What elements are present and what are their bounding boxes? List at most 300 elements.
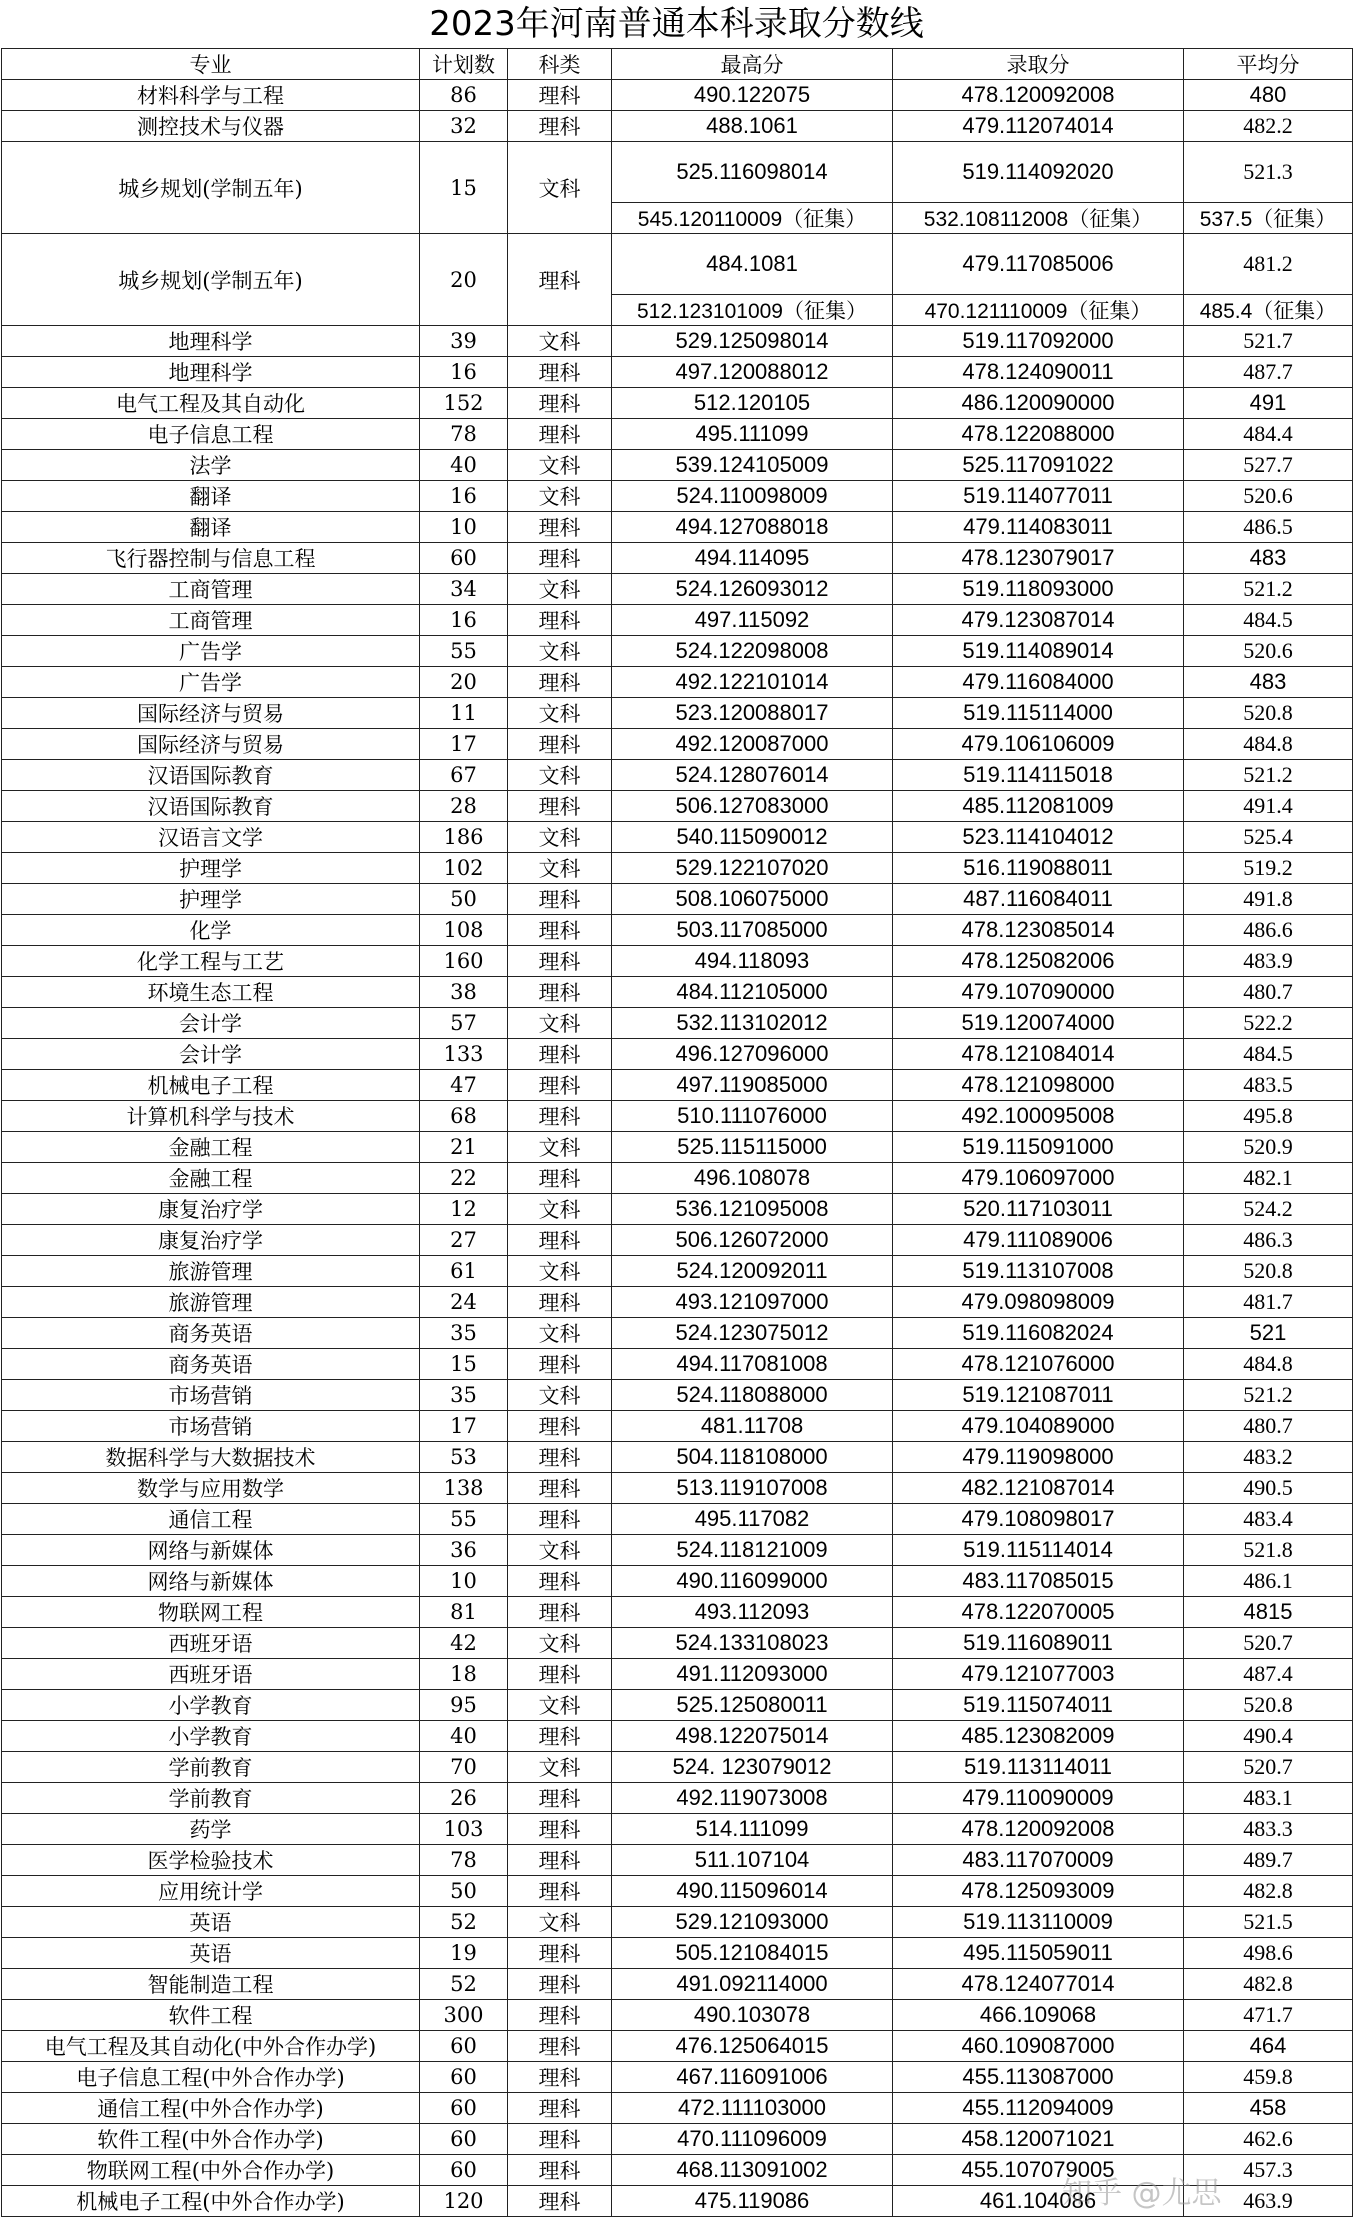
- cell-major: 小学教育: [2, 1721, 420, 1752]
- cell-subject: 理科: [508, 234, 612, 326]
- cell-major: 商务英语: [2, 1318, 420, 1349]
- cell-max: 468.113091002: [612, 2155, 893, 2186]
- cell-min: 519.120074000: [893, 1008, 1184, 1039]
- cell-major: 机械电子工程(中外合作办学): [2, 2186, 420, 2217]
- cell-major: 市场营销: [2, 1411, 420, 1442]
- cell-max: 497.119085000: [612, 1070, 893, 1101]
- cell-plan: 55: [420, 636, 508, 667]
- cell-max: 508.106075000: [612, 884, 893, 915]
- cell-avg: 520.9: [1184, 1132, 1353, 1163]
- header-major: 专业: [2, 49, 420, 80]
- cell-max: 524.133108023: [612, 1628, 893, 1659]
- table-row: [2, 1349, 1353, 1380]
- cell-subject: 理科: [508, 915, 612, 946]
- table-row: [2, 605, 1353, 636]
- cell-max: 494.118093: [612, 946, 893, 977]
- cell-avg: 491.8: [1184, 884, 1353, 915]
- cell-subject: 理科: [508, 1566, 612, 1597]
- cell-max: 490.103078: [612, 2000, 893, 2031]
- cell-max: 481.11708: [612, 1411, 893, 1442]
- cell-min: 519.114092020: [893, 142, 1184, 203]
- cell-major: 护理学: [2, 884, 420, 915]
- cell-subject: 理科: [508, 2186, 612, 2217]
- cell-subject: 理科: [508, 1225, 612, 1256]
- cell-avg: 489.7: [1184, 1845, 1353, 1876]
- table-row: [2, 1876, 1353, 1907]
- cell-max: 490.122075: [612, 80, 893, 111]
- cell-plan: 36: [420, 1535, 508, 1566]
- cell-plan: 40: [420, 450, 508, 481]
- table-row: [2, 1752, 1353, 1783]
- cell-subject: 理科: [508, 946, 612, 977]
- cell-min: 519.115074011: [893, 1690, 1184, 1721]
- cell-avg: 487.4: [1184, 1659, 1353, 1690]
- cell-major: 电子信息工程: [2, 419, 420, 450]
- cell-max-extra: 545.120110009（征集）: [612, 203, 893, 234]
- cell-avg: 521.2: [1184, 574, 1353, 605]
- table-row: [2, 1473, 1353, 1504]
- cell-plan: 26: [420, 1783, 508, 1814]
- cell-avg: 486.1: [1184, 1566, 1353, 1597]
- table-row: [2, 142, 1353, 203]
- cell-subject: 文科: [508, 1628, 612, 1659]
- cell-subject: 理科: [508, 80, 612, 111]
- cell-min: 483.117085015: [893, 1566, 1184, 1597]
- cell-subject: 文科: [508, 1907, 612, 1938]
- cell-subject: 理科: [508, 419, 612, 450]
- cell-plan: 120: [420, 2186, 508, 2217]
- cell-avg: 471.7: [1184, 2000, 1353, 2031]
- cell-min: 479.106106009: [893, 729, 1184, 760]
- table-row: [2, 1442, 1353, 1473]
- cell-avg: 520.6: [1184, 481, 1353, 512]
- cell-avg: 491: [1184, 388, 1353, 419]
- cell-major: 国际经济与贸易: [2, 698, 420, 729]
- cell-plan: 57: [420, 1008, 508, 1039]
- cell-major: 应用统计学: [2, 1876, 420, 1907]
- cell-major: 通信工程: [2, 1504, 420, 1535]
- cell-min: 479.114083011: [893, 512, 1184, 543]
- cell-min: 479.116084000: [893, 667, 1184, 698]
- cell-max: 493.121097000: [612, 1287, 893, 1318]
- cell-avg: 521.2: [1184, 760, 1353, 791]
- cell-plan: 27: [420, 1225, 508, 1256]
- cell-avg: 520.8: [1184, 698, 1353, 729]
- cell-min: 519.121087011: [893, 1380, 1184, 1411]
- cell-max: 476.125064015: [612, 2031, 893, 2062]
- cell-min: 519.114077011: [893, 481, 1184, 512]
- cell-subject: 理科: [508, 1845, 612, 1876]
- cell-avg: 490.4: [1184, 1721, 1353, 1752]
- cell-major: 电子信息工程(中外合作办学): [2, 2062, 420, 2093]
- cell-max: 494.114095: [612, 543, 893, 574]
- table-row: [2, 1256, 1353, 1287]
- cell-plan: 78: [420, 419, 508, 450]
- table-row: [2, 667, 1353, 698]
- cell-max: 525.115115000: [612, 1132, 893, 1163]
- cell-plan: 19: [420, 1938, 508, 1969]
- cell-subject: 理科: [508, 791, 612, 822]
- table-row: [2, 543, 1353, 574]
- cell-subject: 理科: [508, 2155, 612, 2186]
- table-row: [2, 1814, 1353, 1845]
- cell-max: 494.117081008: [612, 1349, 893, 1380]
- cell-plan: 52: [420, 1907, 508, 1938]
- cell-subject: 理科: [508, 2031, 612, 2062]
- cell-max: 514.111099: [612, 1814, 893, 1845]
- table-row: [2, 1380, 1353, 1411]
- cell-min: 485.123082009: [893, 1721, 1184, 1752]
- cell-major: 数学与应用数学: [2, 1473, 420, 1504]
- cell-plan: 22: [420, 1163, 508, 1194]
- table-row: [2, 1659, 1353, 1690]
- cell-major: 会计学: [2, 1008, 420, 1039]
- cell-plan: 68: [420, 1101, 508, 1132]
- cell-major: 环境生态工程: [2, 977, 420, 1008]
- cell-subject: 文科: [508, 636, 612, 667]
- cell-major: 护理学: [2, 853, 420, 884]
- cell-subject: 文科: [508, 574, 612, 605]
- cell-subject: 文科: [508, 450, 612, 481]
- cell-plan: 60: [420, 2031, 508, 2062]
- cell-avg: 482.8: [1184, 1876, 1353, 1907]
- cell-max: 529.121093000: [612, 1907, 893, 1938]
- table-row: [2, 1535, 1353, 1566]
- cell-min: 479.106097000: [893, 1163, 1184, 1194]
- cell-plan: 186: [420, 822, 508, 853]
- cell-major: 汉语国际教育: [2, 791, 420, 822]
- cell-min: 478.122070005: [893, 1597, 1184, 1628]
- table-row: [2, 357, 1353, 388]
- cell-max: 523.120088017: [612, 698, 893, 729]
- cell-major: 城乡规划(学制五年): [2, 234, 420, 326]
- cell-max: 536.121095008: [612, 1194, 893, 1225]
- cell-min: 479.111089006: [893, 1225, 1184, 1256]
- cell-max: 524.123075012: [612, 1318, 893, 1349]
- table-row: [2, 1287, 1353, 1318]
- cell-max: 505.121084015: [612, 1938, 893, 1969]
- table-row: [2, 729, 1353, 760]
- cell-major: 翻译: [2, 481, 420, 512]
- cell-major: 广告学: [2, 636, 420, 667]
- cell-max: 532.113102012: [612, 1008, 893, 1039]
- cell-major: 网络与新媒体: [2, 1566, 420, 1597]
- cell-avg: 521: [1184, 1318, 1353, 1349]
- cell-subject: 理科: [508, 605, 612, 636]
- cell-avg: 520.7: [1184, 1752, 1353, 1783]
- cell-major: 地理科学: [2, 326, 420, 357]
- cell-min: 519.116089011: [893, 1628, 1184, 1659]
- cell-plan: 20: [420, 667, 508, 698]
- cell-avg: 483.1: [1184, 1783, 1353, 1814]
- cell-major: 商务英语: [2, 1349, 420, 1380]
- cell-min: 478.123079017: [893, 543, 1184, 574]
- cell-avg: 521.3: [1184, 142, 1353, 203]
- cell-major: 物联网工程(中外合作办学): [2, 2155, 420, 2186]
- cell-major: 英语: [2, 1907, 420, 1938]
- cell-min: 479.123087014: [893, 605, 1184, 636]
- table-row: [2, 946, 1353, 977]
- cell-plan: 18: [420, 1659, 508, 1690]
- table-row: [2, 1969, 1353, 2000]
- cell-avg: 521.5: [1184, 1907, 1353, 1938]
- cell-plan: 78: [420, 1845, 508, 1876]
- cell-plan: 52: [420, 1969, 508, 2000]
- cell-subject: 理科: [508, 1287, 612, 1318]
- cell-major: 工商管理: [2, 605, 420, 636]
- cell-major: 通信工程(中外合作办学): [2, 2093, 420, 2124]
- cell-min: 478.121084014: [893, 1039, 1184, 1070]
- table-row: [2, 1225, 1353, 1256]
- cell-plan: 34: [420, 574, 508, 605]
- cell-subject: 文科: [508, 1132, 612, 1163]
- cell-avg: 459.8: [1184, 2062, 1353, 2093]
- cell-subject: 理科: [508, 1814, 612, 1845]
- cell-plan: 50: [420, 884, 508, 915]
- table-row: [2, 977, 1353, 1008]
- cell-avg: 486.6: [1184, 915, 1353, 946]
- cell-max: 496.108078: [612, 1163, 893, 1194]
- cell-major: 小学教育: [2, 1690, 420, 1721]
- table-row: [2, 1566, 1353, 1597]
- cell-major: 会计学: [2, 1039, 420, 1070]
- watermark: 知乎 @尤思: [1062, 2176, 1222, 2211]
- cell-plan: 47: [420, 1070, 508, 1101]
- cell-max: 472.111103000: [612, 2093, 893, 2124]
- cell-min: 487.116084011: [893, 884, 1184, 915]
- cell-subject: 理科: [508, 977, 612, 1008]
- table-row: [2, 1504, 1353, 1535]
- cell-plan: 35: [420, 1318, 508, 1349]
- cell-max: 490.115096014: [612, 1876, 893, 1907]
- cell-min: 478.121098000: [893, 1070, 1184, 1101]
- cell-major: 电气工程及其自动化(中外合作办学): [2, 2031, 420, 2062]
- cell-min: 516.119088011: [893, 853, 1184, 884]
- cell-max: 503.117085000: [612, 915, 893, 946]
- cell-major: 智能制造工程: [2, 1969, 420, 2000]
- cell-subject: 理科: [508, 1938, 612, 1969]
- cell-max: 492.120087000: [612, 729, 893, 760]
- cell-min: 519.114089014: [893, 636, 1184, 667]
- cell-min: 483.117070009: [893, 1845, 1184, 1876]
- cell-min-extra: 470.121110009（征集）: [893, 295, 1184, 326]
- cell-max: 510.111076000: [612, 1101, 893, 1132]
- cell-major: 汉语言文学: [2, 822, 420, 853]
- table-row: [2, 1194, 1353, 1225]
- cell-plan: 60: [420, 2093, 508, 2124]
- table-row: [2, 1597, 1353, 1628]
- header-plan: 计划数: [420, 49, 508, 80]
- cell-avg: 480.7: [1184, 1411, 1353, 1442]
- table-row: [2, 2000, 1353, 2031]
- cell-min: 523.114104012: [893, 822, 1184, 853]
- cell-major: 金融工程: [2, 1163, 420, 1194]
- table-row: [2, 450, 1353, 481]
- cell-avg: 480: [1184, 80, 1353, 111]
- cell-avg: 464: [1184, 2031, 1353, 2062]
- cell-plan: 86: [420, 80, 508, 111]
- cell-major: 软件工程: [2, 2000, 420, 2031]
- cell-major: 网络与新媒体: [2, 1535, 420, 1566]
- cell-max: 506.126072000: [612, 1225, 893, 1256]
- table-row: [2, 388, 1353, 419]
- cell-plan: 60: [420, 2155, 508, 2186]
- table-row: [2, 822, 1353, 853]
- cell-min: 455.112094009: [893, 2093, 1184, 2124]
- table-row: [2, 1690, 1353, 1721]
- cell-subject: 理科: [508, 388, 612, 419]
- cell-min: 478.125082006: [893, 946, 1184, 977]
- cell-subject: 理科: [508, 1504, 612, 1535]
- cell-max: 491.112093000: [612, 1659, 893, 1690]
- cell-avg: 491.4: [1184, 791, 1353, 822]
- cell-min: 479.107090000: [893, 977, 1184, 1008]
- cell-min: 519.118093000: [893, 574, 1184, 605]
- cell-subject: 文科: [508, 1194, 612, 1225]
- cell-max: 540.115090012: [612, 822, 893, 853]
- table-row: [2, 636, 1353, 667]
- cell-major: 市场营销: [2, 1380, 420, 1411]
- cell-min: 478.121076000: [893, 1349, 1184, 1380]
- cell-plan: 10: [420, 1566, 508, 1597]
- cell-plan: 17: [420, 1411, 508, 1442]
- cell-subject: 理科: [508, 1721, 612, 1752]
- cell-min: 478.124077014: [893, 1969, 1184, 2000]
- cell-subject: 理科: [508, 111, 612, 142]
- cell-max: 495.117082: [612, 1504, 893, 1535]
- cell-min: 455.107079005: [893, 2155, 1184, 2186]
- cell-plan: 24: [420, 1287, 508, 1318]
- cell-max: 484.1081: [612, 234, 893, 295]
- cell-avg: 463.9: [1184, 2186, 1353, 2217]
- cell-avg: 483: [1184, 543, 1353, 574]
- table-row: [2, 884, 1353, 915]
- cell-subject: 理科: [508, 2062, 612, 2093]
- cell-max: 524.118121009: [612, 1535, 893, 1566]
- cell-major: 康复治疗学: [2, 1225, 420, 1256]
- cell-max: 524.118088000: [612, 1380, 893, 1411]
- cell-subject: 理科: [508, 1876, 612, 1907]
- cell-max: 484.112105000: [612, 977, 893, 1008]
- cell-subject: 文科: [508, 1380, 612, 1411]
- cell-major: 化学: [2, 915, 420, 946]
- cell-min: 486.120090000: [893, 388, 1184, 419]
- cell-plan: 50: [420, 1876, 508, 1907]
- table-row: [2, 1411, 1353, 1442]
- table-row: [2, 234, 1353, 295]
- cell-min: 479.121077003: [893, 1659, 1184, 1690]
- cell-max: 497.115092: [612, 605, 893, 636]
- cell-avg: 520.8: [1184, 1256, 1353, 1287]
- cell-avg: 483.4: [1184, 1504, 1353, 1535]
- cell-min: 466.109068: [893, 2000, 1184, 2031]
- cell-min: 519.113110009: [893, 1907, 1184, 1938]
- cell-subject: 理科: [508, 1659, 612, 1690]
- cell-plan: 12: [420, 1194, 508, 1225]
- cell-subject: 理科: [508, 1783, 612, 1814]
- table-row: [2, 915, 1353, 946]
- cell-avg: 486.5: [1184, 512, 1353, 543]
- table-row: [2, 326, 1353, 357]
- cell-major: 康复治疗学: [2, 1194, 420, 1225]
- cell-major: 材料科学与工程: [2, 80, 420, 111]
- cell-max: 496.127096000: [612, 1039, 893, 1070]
- cell-min: 519.114115018: [893, 760, 1184, 791]
- cell-avg: 483.2: [1184, 1442, 1353, 1473]
- table-row: [2, 1008, 1353, 1039]
- cell-plan: 32: [420, 111, 508, 142]
- table-row: [2, 1907, 1353, 1938]
- cell-max: 498.122075014: [612, 1721, 893, 1752]
- cell-major: 旅游管理: [2, 1256, 420, 1287]
- cell-max: 504.118108000: [612, 1442, 893, 1473]
- cell-subject: 理科: [508, 512, 612, 543]
- cell-plan: 35: [420, 1380, 508, 1411]
- cell-subject: 文科: [508, 1752, 612, 1783]
- table-row: [2, 1318, 1353, 1349]
- cell-plan: 60: [420, 2124, 508, 2155]
- cell-plan: 15: [420, 1349, 508, 1380]
- cell-avg: 487.7: [1184, 357, 1353, 388]
- cell-max: 492.122101014: [612, 667, 893, 698]
- cell-min: 478.125093009: [893, 1876, 1184, 1907]
- cell-avg: 484.8: [1184, 729, 1353, 760]
- cell-max: 506.127083000: [612, 791, 893, 822]
- cell-major: 测控技术与仪器: [2, 111, 420, 142]
- cell-avg: 483.3: [1184, 1814, 1353, 1845]
- cell-min-extra: 532.108112008（征集）: [893, 203, 1184, 234]
- cell-max: 491.092114000: [612, 1969, 893, 2000]
- cell-min: 479.108098017: [893, 1504, 1184, 1535]
- cell-subject: 文科: [508, 1318, 612, 1349]
- cell-avg-extra: 485.4（征集）: [1184, 295, 1353, 326]
- cell-avg: 495.8: [1184, 1101, 1353, 1132]
- cell-major: 汉语国际教育: [2, 760, 420, 791]
- cell-min: 485.112081009: [893, 791, 1184, 822]
- cell-max: 524.128076014: [612, 760, 893, 791]
- cell-plan: 39: [420, 326, 508, 357]
- cell-major: 数据科学与大数据技术: [2, 1442, 420, 1473]
- cell-subject: 文科: [508, 698, 612, 729]
- cell-min: 519.113107008: [893, 1256, 1184, 1287]
- table-row: [2, 760, 1353, 791]
- cell-avg: 486.3: [1184, 1225, 1353, 1256]
- cell-plan: 81: [420, 1597, 508, 1628]
- cell-max: 524.126093012: [612, 574, 893, 605]
- cell-plan: 95: [420, 1690, 508, 1721]
- cell-major: 物联网工程: [2, 1597, 420, 1628]
- cell-max: 529.125098014: [612, 326, 893, 357]
- cell-plan: 17: [420, 729, 508, 760]
- cell-max: 467.116091006: [612, 2062, 893, 2093]
- cell-plan: 21: [420, 1132, 508, 1163]
- table-row: [2, 2031, 1353, 2062]
- cell-plan: 103: [420, 1814, 508, 1845]
- cell-max: 475.119086: [612, 2186, 893, 2217]
- cell-plan: 108: [420, 915, 508, 946]
- cell-subject: 文科: [508, 760, 612, 791]
- cell-max: 525.116098014: [612, 142, 893, 203]
- cell-major: 广告学: [2, 667, 420, 698]
- table-row: [2, 80, 1353, 111]
- cell-avg: 483.9: [1184, 946, 1353, 977]
- cell-max: 470.111096009: [612, 2124, 893, 2155]
- cell-plan: 152: [420, 388, 508, 419]
- cell-max: 494.127088018: [612, 512, 893, 543]
- cell-subject: 理科: [508, 1597, 612, 1628]
- cell-plan: 53: [420, 1442, 508, 1473]
- cell-min: 479.117085006: [893, 234, 1184, 295]
